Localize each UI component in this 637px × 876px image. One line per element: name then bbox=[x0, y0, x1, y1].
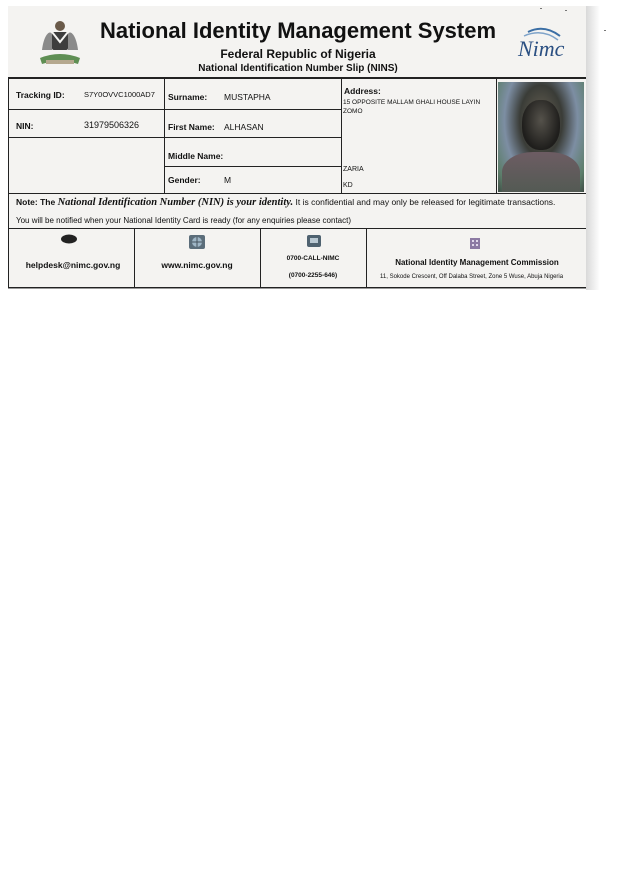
address-line-1: 15 OPPOSITE MALLAM GHALI HOUSE LAYIN bbox=[343, 99, 481, 106]
row-divider bbox=[8, 193, 588, 194]
row-divider bbox=[164, 166, 341, 167]
footer-divider bbox=[366, 228, 367, 288]
address-state: KD bbox=[343, 182, 353, 189]
gender-value: M bbox=[224, 175, 232, 185]
phone-number-digits: (0700-2255-646) bbox=[288, 272, 338, 279]
subtitle: Federal Republic of Nigeria bbox=[220, 47, 376, 61]
page-title: National Identity Management System bbox=[99, 18, 497, 43]
column-divider bbox=[496, 77, 497, 193]
building-icon bbox=[468, 236, 482, 250]
notification-text: You will be notified when your National Identity Card is ready (for any enquiries please contact) bbox=[16, 216, 351, 225]
note-suffix: It is confidential and may only be released for legitimate transactions. bbox=[295, 197, 556, 207]
nin-value: 31979506326 bbox=[84, 120, 140, 130]
photo-face bbox=[522, 100, 560, 150]
footer-divider bbox=[260, 228, 261, 288]
table-top-border bbox=[8, 77, 588, 79]
row-divider bbox=[164, 137, 341, 138]
identification-slip bbox=[8, 6, 589, 289]
phone-icon bbox=[306, 234, 322, 248]
phone-number: 0700-CALL-NIMC bbox=[286, 255, 340, 262]
gender-label: Gender: bbox=[168, 175, 201, 185]
nimc-logo-text: Nimc bbox=[518, 36, 565, 61]
confidentiality-note bbox=[16, 197, 555, 208]
tracking-id-value: S7Y0OVVC1000AD7 bbox=[84, 90, 155, 99]
scan-edge-shadow bbox=[586, 6, 600, 290]
first-name-label: First Name: bbox=[168, 122, 215, 132]
surname-value: MUSTAPHA bbox=[224, 92, 271, 102]
tracking-id-label: Tracking ID: bbox=[16, 90, 65, 100]
scan-speck bbox=[604, 30, 606, 31]
nin-label: NIN: bbox=[16, 121, 34, 131]
address-city: ZARIA bbox=[343, 166, 364, 173]
address-line-2: ZOMO bbox=[343, 108, 363, 115]
footer-top-border bbox=[8, 228, 588, 229]
middle-name-label: Middle Name: bbox=[168, 151, 224, 161]
surname-label: Surname: bbox=[168, 92, 208, 102]
scan-speck bbox=[565, 10, 567, 11]
website-link: www.nimc.gov.ng bbox=[161, 260, 233, 270]
slip-title: National Identification Number Slip (NINS) bbox=[198, 63, 398, 74]
slip-header bbox=[8, 6, 588, 78]
footer-divider bbox=[134, 228, 135, 288]
globe-icon bbox=[188, 234, 206, 250]
photo-shoulders bbox=[502, 152, 580, 192]
column-divider bbox=[341, 77, 342, 193]
organization-name: National Identity Management Commission bbox=[395, 258, 559, 267]
first-name-value: ALHASAN bbox=[224, 122, 264, 132]
note-emphasis: National Identification Number (NIN) is your identity. bbox=[57, 197, 294, 208]
scan-speck bbox=[540, 8, 542, 9]
mouse-icon bbox=[60, 234, 78, 244]
helpdesk-email: helpdesk@nimc.gov.ng bbox=[25, 260, 121, 270]
holder-photo bbox=[498, 82, 584, 192]
organization-address: 11, Sokode Crescent, Off Dalaba Street, Zone 5 Wuse, Abuja Nigeria bbox=[380, 274, 564, 280]
row-divider bbox=[8, 137, 164, 138]
row-divider bbox=[8, 109, 341, 110]
column-divider bbox=[164, 77, 165, 193]
note-prefix: Note: The bbox=[16, 197, 56, 207]
address-label: Address: bbox=[344, 86, 381, 96]
table-bottom-border bbox=[8, 287, 588, 288]
